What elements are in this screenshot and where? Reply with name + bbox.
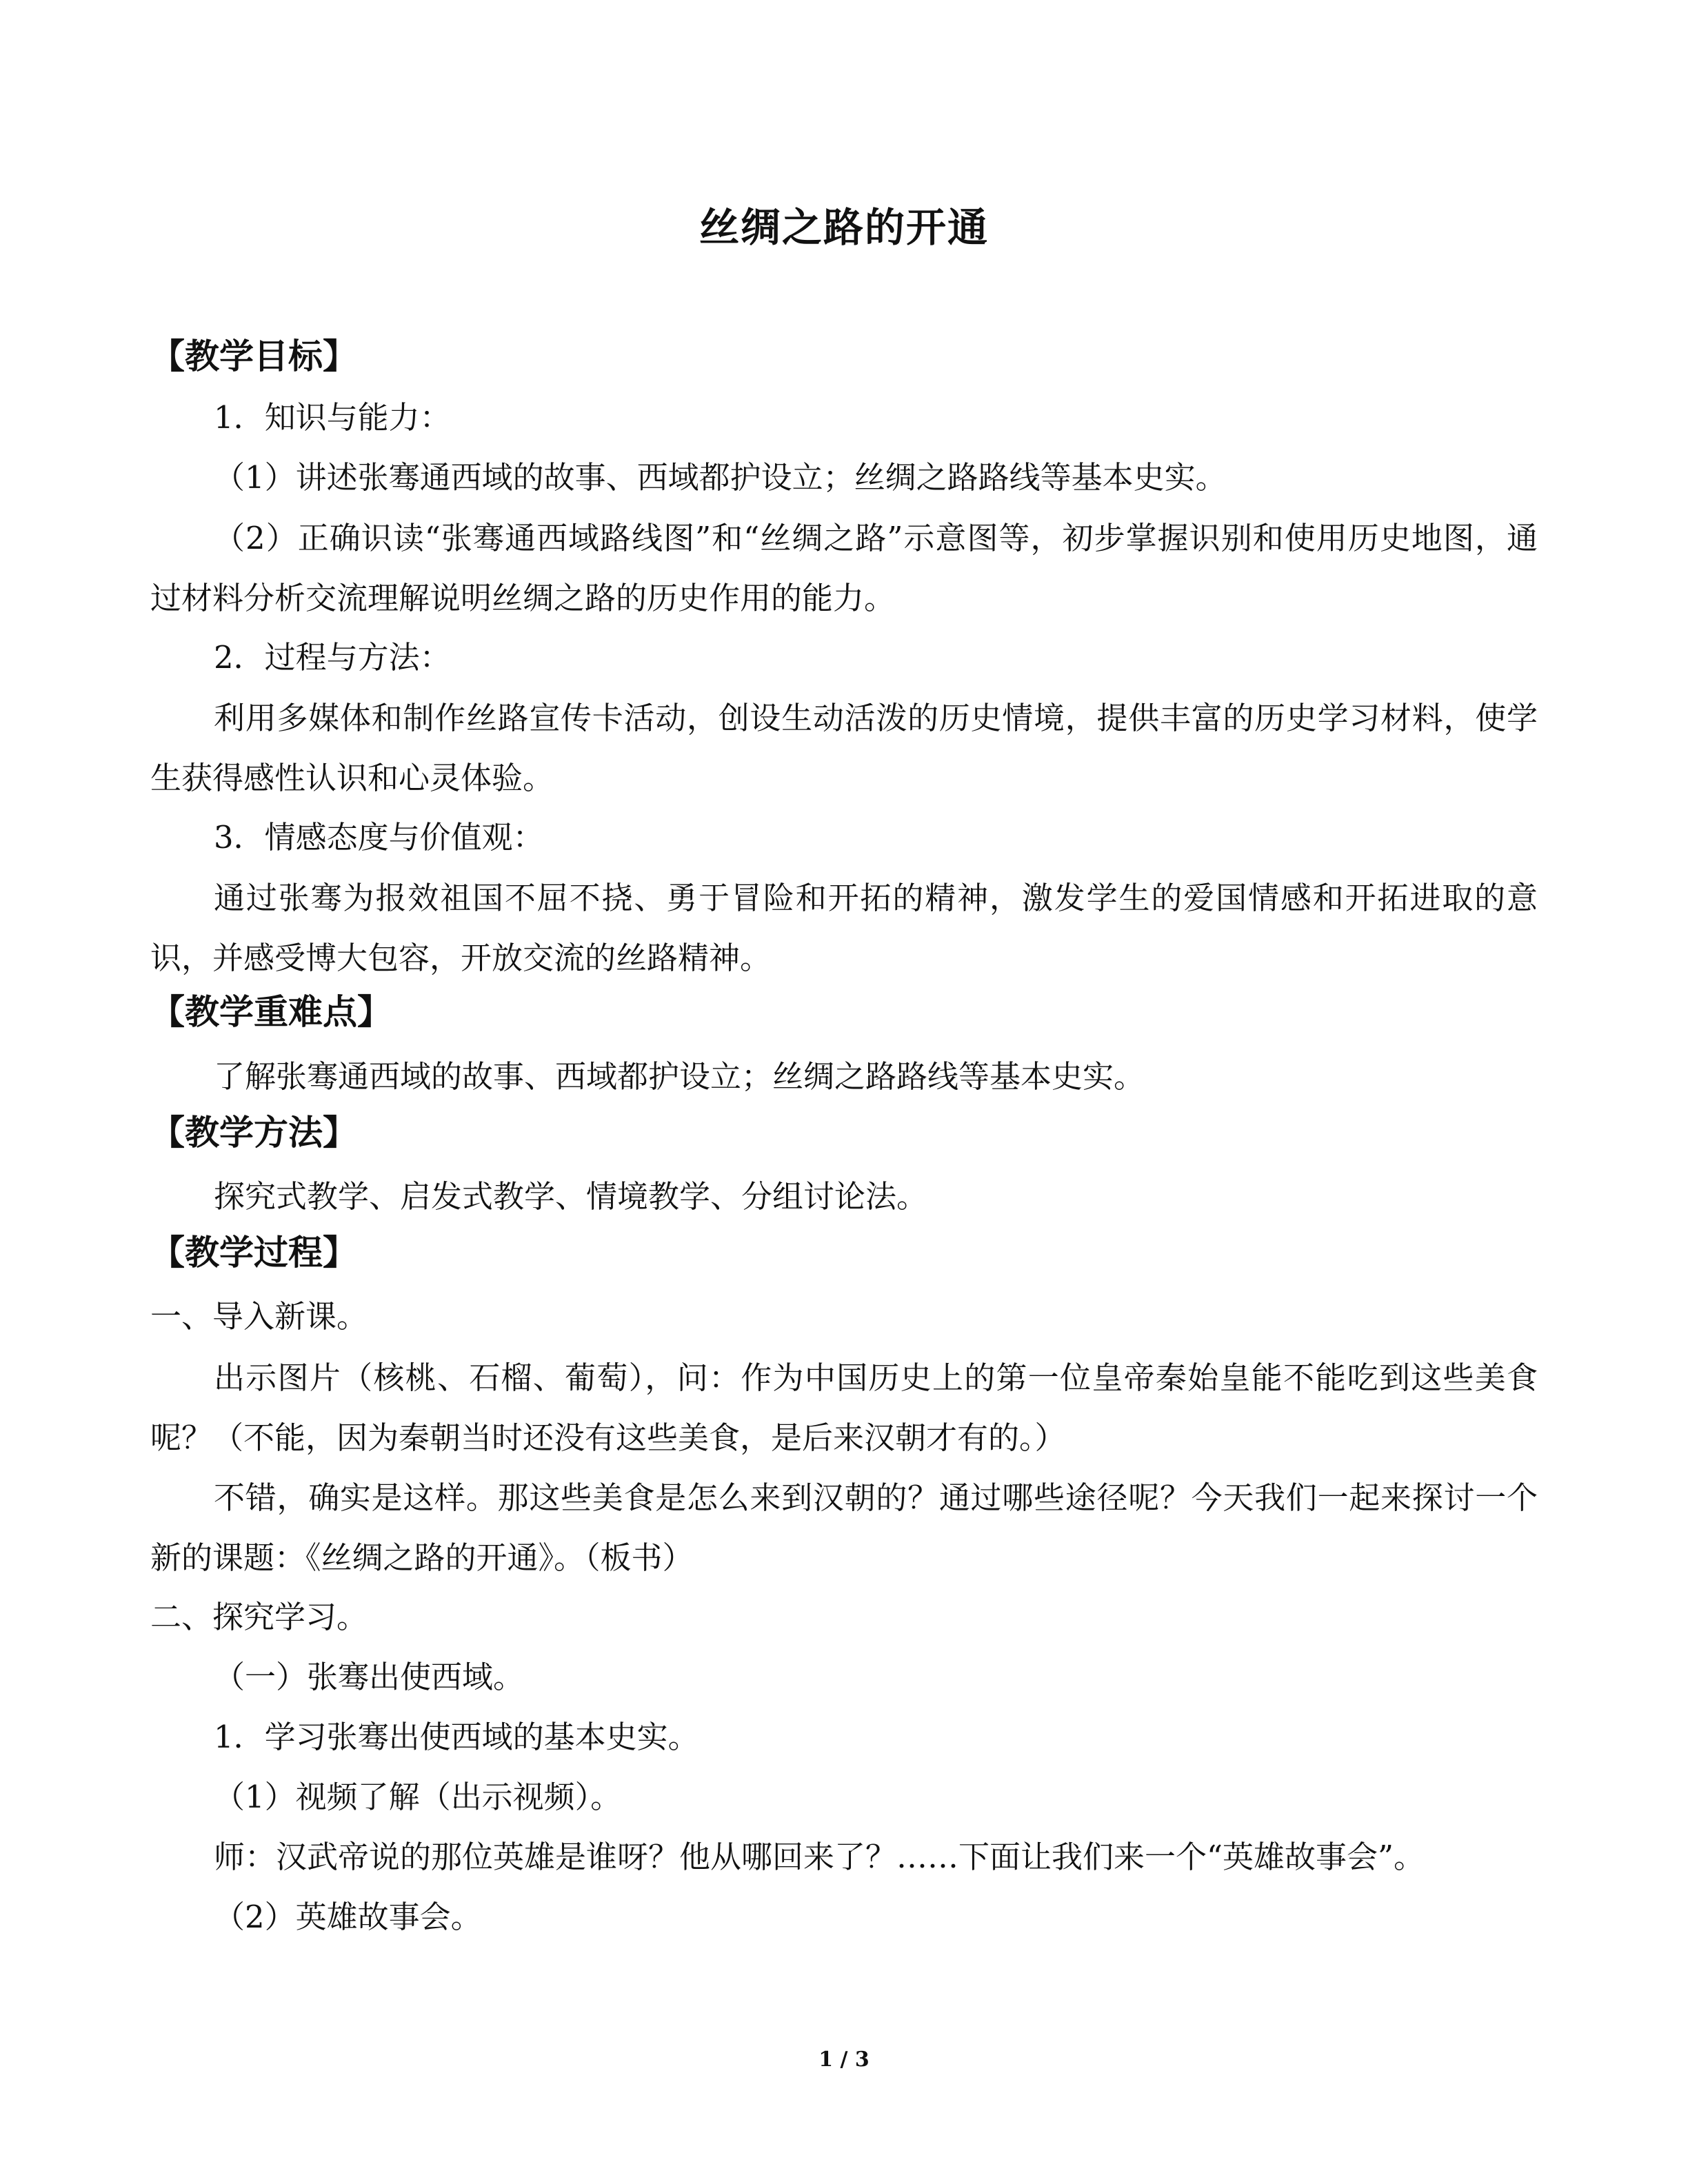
teacher-line: 师：汉武帝说的那位英雄是谁呀？他从哪回来了？……下面让我们来一个“英雄故事会”。: [214, 1839, 1425, 1875]
key-points-text: 了解张骞通西域的故事、西域都护设立；丝绸之路路线等基本史实。: [214, 1058, 1145, 1095]
process-step-1: 一、导入新课。: [150, 1298, 368, 1335]
page-title: 丝绸之路的开通: [699, 204, 989, 251]
goal-attitude-text: 通过张骞为报效祖国不屈不挠、勇于冒险和开拓的精神，激发学生的爱国情感和开拓进取的意识，并感受博大包容，开放交流的丝路精神。: [150, 880, 1538, 976]
goal-attitude-label: 3．情感态度与价值观：: [214, 819, 544, 856]
goal-process-text: 利用多媒体和制作丝路宣传卡活动，创设生动活泼的历史情境，提供丰富的历史学习材料，使学生获得感性认识和心灵体验。: [150, 700, 1538, 796]
process-step-1-paragraph-2: 不错，确实是这样。那这些美食是怎么来到汉朝的？通过哪些途径呢？今天我们一起来探讨一个新的课题：《丝绸之路的开通》。（板书）: [150, 1479, 1538, 1576]
process-sub-1-item-1: 1．学习张骞出使西域的基本史实。: [214, 1719, 699, 1755]
heading-teaching-goals: 【教学目标】: [150, 336, 357, 376]
process-sub-1-item-1-b: （2）英雄故事会。: [214, 1899, 482, 1935]
heading-teaching-process: 【教学过程】: [150, 1233, 357, 1273]
heading-teaching-methods: 【教学方法】: [150, 1113, 357, 1153]
goal-knowledge-item-1: （1）讲述张骞通西域的故事、西域都护设立；丝绸之路路线等基本史实。: [214, 459, 1227, 496]
teaching-methods-text: 探究式教学、启发式教学、情境教学、分组讨论法。: [214, 1178, 928, 1215]
page-number: 1 / 3: [818, 2048, 870, 2072]
heading-key-points: 【教学重难点】: [150, 992, 392, 1032]
process-step-2: 二、探究学习。: [150, 1599, 368, 1635]
goal-knowledge-item-2: （2）正确识读“张骞通西域路线图”和“丝绸之路”示意图等，初步掌握识别和使用历史地图，通过材料分析交流理解说明丝绸之路的历史作用的能力。: [150, 520, 1538, 616]
goal-process-label: 2．过程与方法：: [214, 639, 451, 676]
process-step-1-paragraph-1: 出示图片（核桃、石榴、葡萄），问：作为中国历史上的第一位皇帝秦始皇能不能吃到这些美食呢？（不能，因为秦朝当时还没有这些美食，是后来汉朝才有的。）: [150, 1359, 1538, 1456]
process-sub-1-item-1-a: （1）视频了解（出示视频）。: [214, 1779, 622, 1815]
goal-knowledge-label: 1．知识与能力：: [214, 399, 451, 436]
process-sub-1: （一）张骞出使西域。: [214, 1659, 525, 1695]
